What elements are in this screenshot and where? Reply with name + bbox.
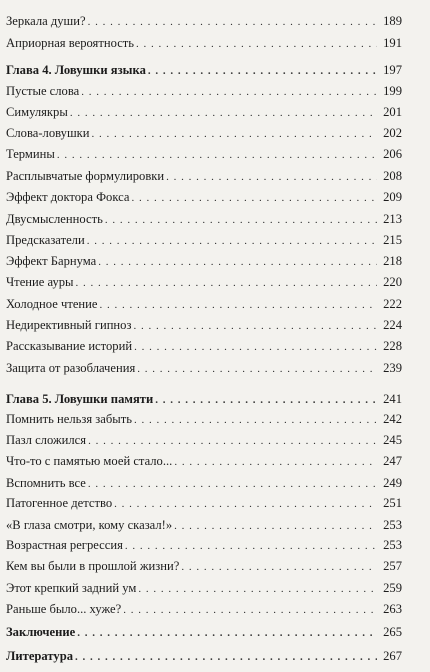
toc-row xyxy=(6,411,402,428)
toc-entry-title: Недирективный гипноз xyxy=(6,318,132,332)
dot-leader xyxy=(138,581,377,597)
toc-entry-title: Что-то с памятью моей стало... xyxy=(6,454,173,468)
toc-entry-title: Заключение xyxy=(6,625,76,639)
toc-page-number: 189 xyxy=(383,14,402,28)
toc-page-number: 213 xyxy=(383,212,402,226)
toc-entry-title: Чтение ауры xyxy=(6,275,74,289)
toc-page-number: 199 xyxy=(383,84,402,98)
toc-page-number: 218 xyxy=(383,254,402,268)
toc-entry-title: Помнить нельзя забыть xyxy=(6,412,132,426)
dot-leader xyxy=(75,649,377,665)
dot-leader xyxy=(77,625,377,641)
toc-chapter-row xyxy=(6,62,402,79)
toc-row xyxy=(6,189,402,206)
toc-row xyxy=(6,360,402,377)
toc-entry-title: Эффект Барнума xyxy=(6,254,97,268)
toc-entry-title: Двусмысленность xyxy=(6,212,103,226)
toc-row xyxy=(6,104,402,121)
toc-page-number: 222 xyxy=(383,297,402,311)
toc-entry-title: Литература xyxy=(6,649,74,663)
toc-page-number: 251 xyxy=(383,496,402,510)
toc-page-number: 245 xyxy=(383,433,402,447)
toc-entry-title: Расплывчатые формулировки xyxy=(6,169,165,183)
toc-page-number: 215 xyxy=(383,233,402,247)
toc-row xyxy=(6,601,402,618)
toc-entry-title: Патогенное детство xyxy=(6,496,113,510)
dot-leader xyxy=(166,169,377,185)
toc-row xyxy=(6,317,402,334)
toc-row xyxy=(6,338,402,355)
toc-entry-title: Раньше было... хуже? xyxy=(6,602,122,616)
toc-chapter-row xyxy=(6,391,402,408)
dot-leader xyxy=(174,518,377,534)
toc-entry-title: Кем вы были в прошлой жизни? xyxy=(6,559,180,573)
toc-entry-title: Слова-ловушки xyxy=(6,126,90,140)
toc-row xyxy=(6,432,402,449)
toc-page-number: 253 xyxy=(383,518,402,532)
dot-leader xyxy=(136,36,377,52)
toc-row xyxy=(6,453,402,470)
toc-chapter-row xyxy=(6,648,402,665)
toc-entry-title: Эффект доктора Фокса xyxy=(6,190,130,204)
toc-chapter-row xyxy=(6,624,402,641)
dot-leader xyxy=(131,190,377,206)
toc-row xyxy=(6,517,402,534)
toc-page-number: 191 xyxy=(383,36,402,50)
dot-leader xyxy=(88,433,377,449)
toc-row xyxy=(6,253,402,270)
toc-page-number: 209 xyxy=(383,190,402,204)
dot-leader xyxy=(133,318,377,334)
toc-page-number: 224 xyxy=(383,318,402,332)
dot-leader xyxy=(76,275,377,291)
toc-page-number: 265 xyxy=(383,625,402,639)
toc-page-number: 197 xyxy=(383,63,402,77)
dot-leader xyxy=(134,339,377,355)
dot-leader xyxy=(137,361,377,377)
toc-row xyxy=(6,274,402,291)
dot-leader xyxy=(99,297,377,313)
toc-entry-title: Рассказывание историй xyxy=(6,339,133,353)
toc-row xyxy=(6,558,402,575)
toc-row xyxy=(6,495,402,512)
toc-page-number: 249 xyxy=(383,476,402,490)
toc-row xyxy=(6,537,402,554)
dot-leader xyxy=(88,476,377,492)
toc-page-number: 220 xyxy=(383,275,402,289)
toc-page-number: 241 xyxy=(383,392,402,406)
toc-page-number: 242 xyxy=(383,412,402,426)
toc-page-number: 263 xyxy=(383,602,402,616)
toc-row xyxy=(6,168,402,185)
dot-leader xyxy=(181,559,377,575)
toc-entry-title: Пустые слова xyxy=(6,84,80,98)
toc-entry-title: Глава 5. Ловушки памяти xyxy=(6,392,154,406)
toc-row xyxy=(6,35,402,52)
toc-entry-title: Предсказатели xyxy=(6,233,85,247)
dot-leader xyxy=(123,602,377,618)
dot-leader xyxy=(87,233,377,249)
toc-entry-title: Вспомнить все xyxy=(6,476,86,490)
toc-page-number: 239 xyxy=(383,361,402,375)
toc-row xyxy=(6,211,402,228)
toc-row xyxy=(6,83,402,100)
toc-row xyxy=(6,125,402,142)
toc-row xyxy=(6,475,402,492)
dot-leader xyxy=(81,84,377,100)
toc-entry-title: Термины xyxy=(6,147,55,161)
toc-entry-title: Этот крепкий задний ум xyxy=(6,581,137,595)
toc-page-number: 228 xyxy=(383,339,402,353)
dot-leader xyxy=(125,538,377,554)
toc-row xyxy=(6,146,402,163)
dot-leader xyxy=(105,212,377,228)
dot-leader xyxy=(174,454,377,470)
toc-page-number: 206 xyxy=(383,147,402,161)
dot-leader xyxy=(155,392,377,408)
toc-page-number: 257 xyxy=(383,559,402,573)
dot-leader xyxy=(134,412,377,428)
toc-row xyxy=(6,580,402,597)
toc-page-number: 259 xyxy=(383,581,402,595)
toc-entry-title: Возрастная регрессия xyxy=(6,538,123,552)
toc-row xyxy=(6,232,402,249)
toc-row xyxy=(6,13,402,30)
toc-page-number: 202 xyxy=(383,126,402,140)
dot-leader xyxy=(98,254,377,270)
toc-page-number: 247 xyxy=(383,454,402,468)
toc-entry-title: Холодное чтение xyxy=(6,297,98,311)
toc-page-number: 208 xyxy=(383,169,402,183)
dot-leader xyxy=(57,147,377,163)
toc-entry-title: «В глаза смотри, кому сказал!» xyxy=(6,518,173,532)
toc-entry-title: Пазл сложился xyxy=(6,433,87,447)
dot-leader xyxy=(70,105,377,121)
toc-row xyxy=(6,296,402,313)
toc-entry-title: Зеркала души? xyxy=(6,14,86,28)
dot-leader xyxy=(114,496,377,512)
toc-entry-title: Глава 4. Ловушки языка xyxy=(6,63,146,77)
toc-page-number: 253 xyxy=(383,538,402,552)
toc-entry-title: Симулякры xyxy=(6,105,68,119)
dot-leader xyxy=(148,63,377,79)
toc-page-number: 267 xyxy=(383,649,402,663)
dot-leader xyxy=(88,14,377,30)
dot-leader xyxy=(92,126,378,142)
toc-page-number: 201 xyxy=(383,105,402,119)
toc-entry-title: Защита от разоблачения xyxy=(6,361,136,375)
toc-entry-title: Априорная вероятность xyxy=(6,36,135,50)
